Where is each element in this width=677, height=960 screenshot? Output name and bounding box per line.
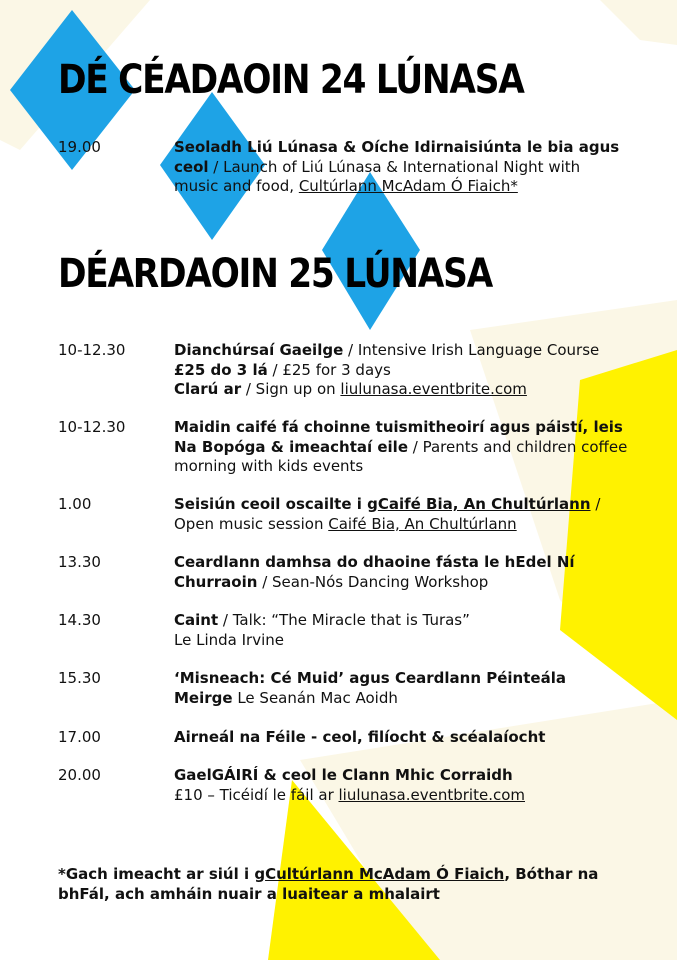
event-time: 14.30 xyxy=(58,611,101,629)
venue-link[interactable]: Cultúrlann McAdam Ó Fiaich* xyxy=(298,177,518,195)
event-description: Seoladh Liú Lúnasa & Oíche Idirnaisiúnta le bia agus ceol / Launch of Liú Lúnasa & International Night with music and food, Cultúrlann McAdam Ó Fiaich* xyxy=(174,138,620,195)
event-time: 17.00 xyxy=(58,728,101,746)
venue-link[interactable]: Cultúrlann McAdam Ó Fiaich xyxy=(265,865,505,883)
eventbrite-link[interactable]: liulunasa.eventbrite.com xyxy=(340,380,527,398)
event-description: Dianchúrsaí Gaeilge / Intensive Irish Language Course £25 do 3 lá / £25 for 3 days Clarú ar / Sign up on liulunasa.eventbrite.com xyxy=(174,341,600,398)
event-time: 19.00 xyxy=(58,138,101,156)
event-time: 1.00 xyxy=(58,495,92,513)
day-heading-wednesday: DÉ CÉADAOIN 24 LÚNASA xyxy=(58,57,524,103)
event-time: 20.00 xyxy=(58,766,101,784)
venue-link[interactable]: Caifé Bia, An Chultúrlann xyxy=(328,514,517,533)
event-time: 15.30 xyxy=(58,669,101,687)
event-description: Maidin caifé fá choinne tuismitheoirí agus páistí, leis Na Bopóga & imeachtaí eile / Parents and children coffee morning with kids events xyxy=(174,418,628,475)
event-description: ‘Misneach: Cé Muid’ agus Ceardlann Péinteála Meirge Le Seanán Mac Aoidh xyxy=(174,669,566,707)
event-time: 13.30 xyxy=(58,553,101,571)
footnote: *Gach imeacht ar siúl i gCultúrlann McAdam Ó Fiaich, Bóthar na bhFál, ach amháin nuair a luaitear a mhalairt xyxy=(58,865,599,903)
event-description: Ceardlann damhsa do dhaoine fásta le hEdel Ní Churraoin / Sean-Nós Dancing Workshop xyxy=(174,553,575,591)
venue-link[interactable]: Caifé Bia, An Chultúrlann xyxy=(377,495,591,513)
event-description: GaelGÁIRÍ & ceol le Clann Mhic Corraidh £10 – Ticéidí le fáil ar liulunasa.eventbrite.com xyxy=(174,766,525,804)
eventbrite-link[interactable]: liulunasa.eventbrite.com xyxy=(338,785,525,804)
event-description: Caint / Talk: “The Miracle that is Turas” Le Linda Irvine xyxy=(174,611,470,649)
event-description: Seisiún ceoil oscailte i gCaifé Bia, An Chultúrlann / Open music session Caifé Bia, An Chultúrlann xyxy=(174,495,601,533)
event-time: 10-12.30 xyxy=(58,418,126,436)
event-description: Airneál na Féile - ceol, filíocht & scéalaíocht xyxy=(174,728,546,746)
day-heading-thursday: DÉARDAOIN 25 LÚNASA xyxy=(58,251,492,297)
event-time: 10-12.30 xyxy=(58,341,126,359)
